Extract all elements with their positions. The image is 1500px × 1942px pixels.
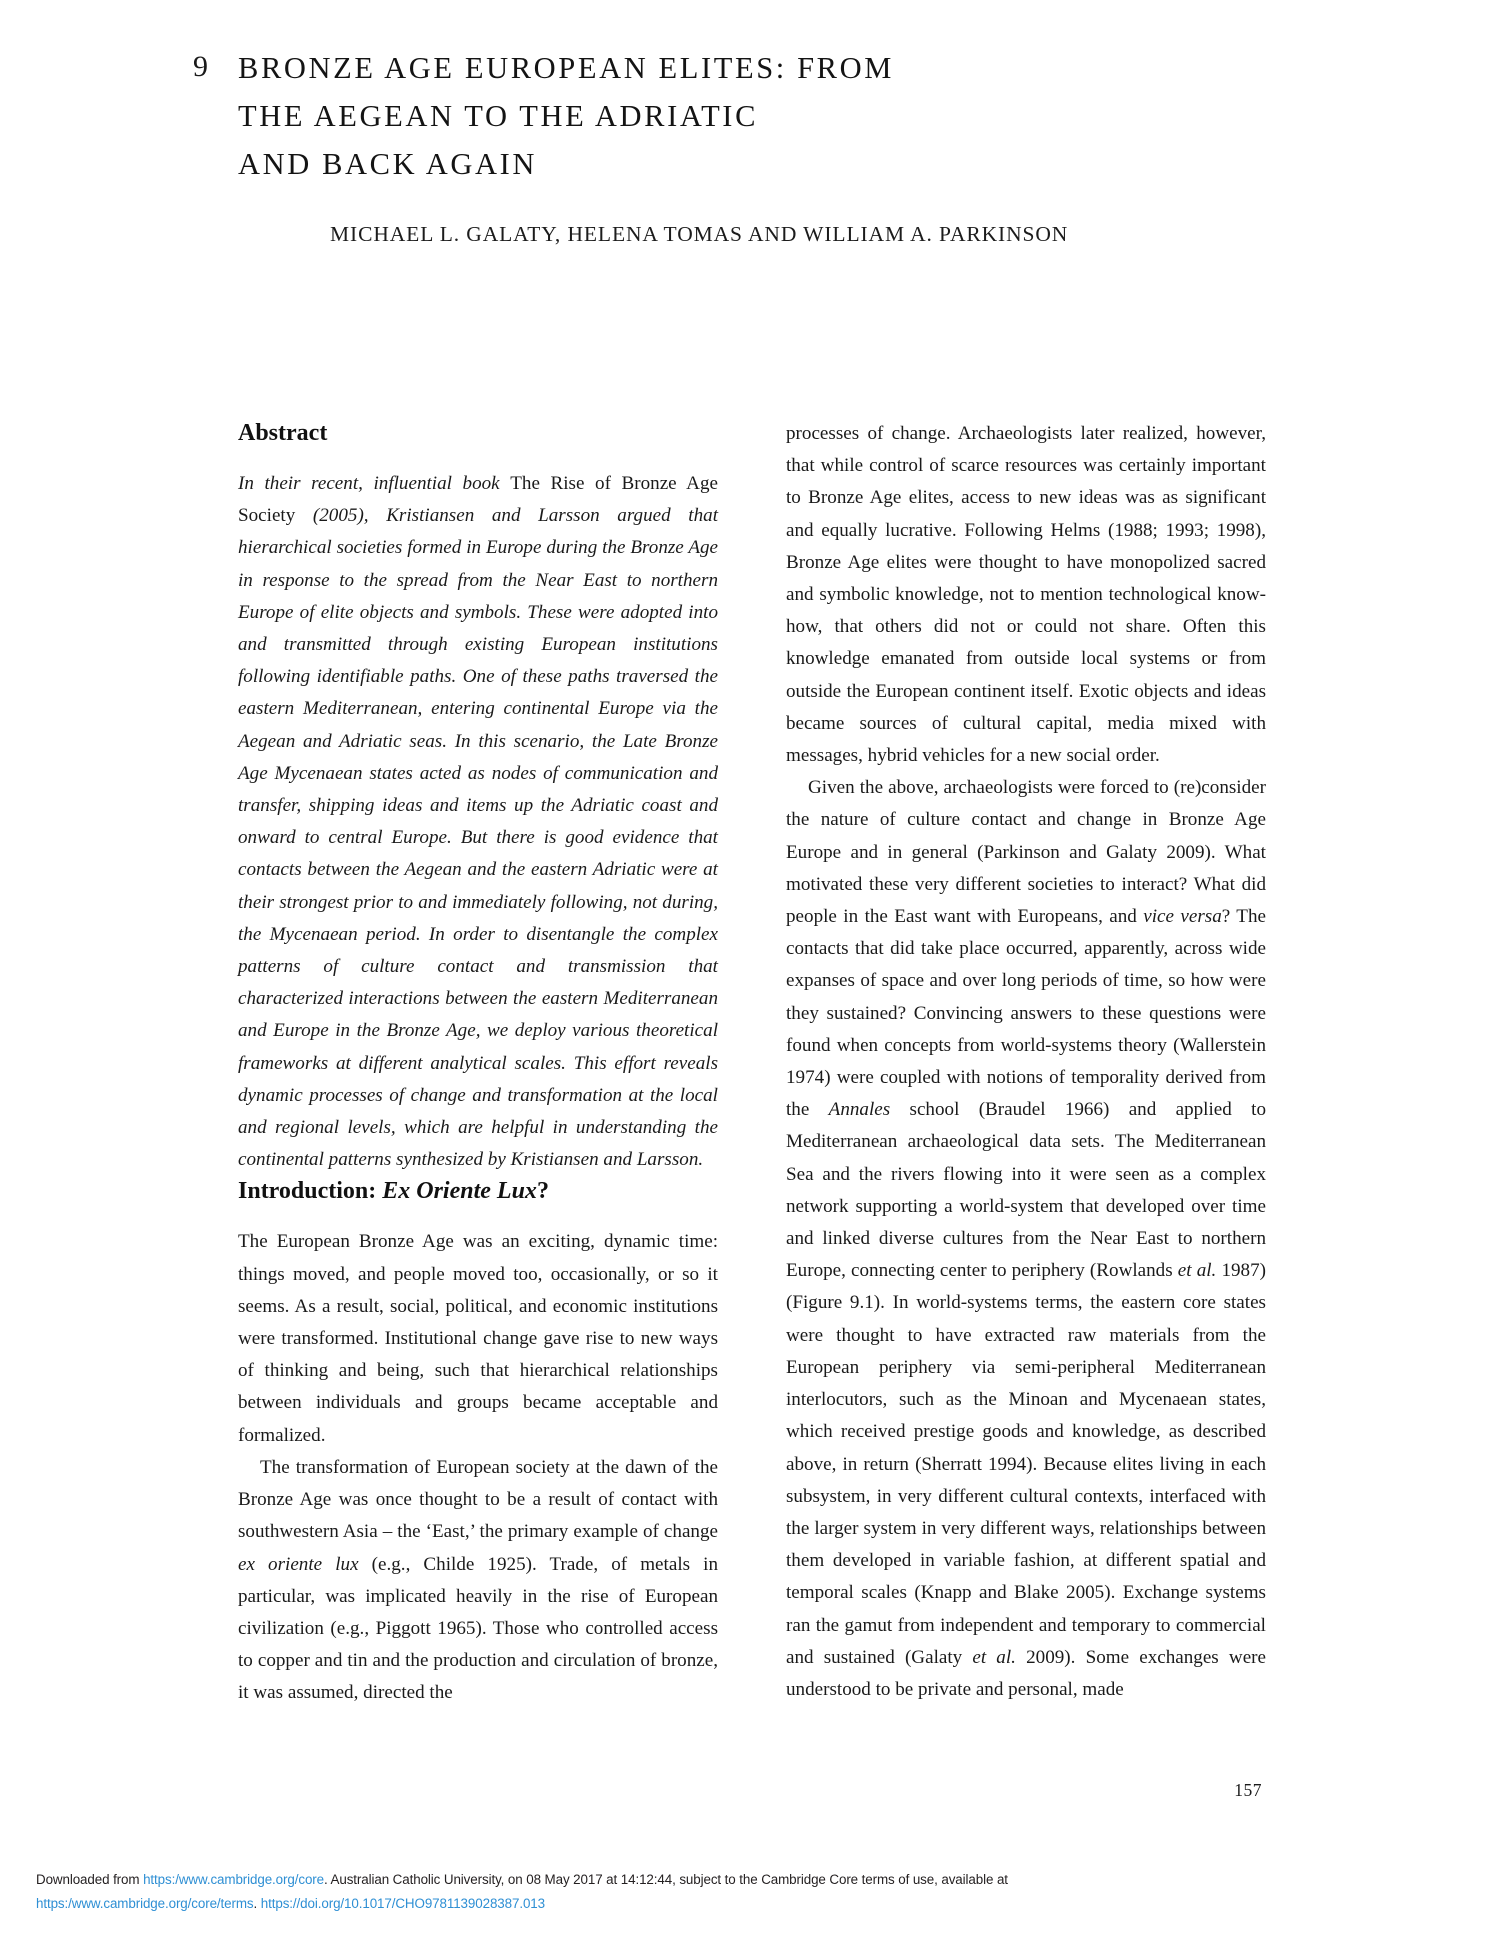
right-paragraph-2-italic-etal-1: et al. <box>1177 1260 1217 1282</box>
right-paragraph-2-part-c: school (Braudel 1966) and applied to Mediterranean archaeological data sets. The Mediterranean Sea and the rivers flowing into it were seen as a complex network supporting a world-system that developed over time and linked diverse cultures from the Near East to northern Europe, connecting center to periphery (Rowlands <box>786 1099 1266 1282</box>
download-footer-line-2 <box>36 1892 1436 1916</box>
column-left <box>238 418 718 1708</box>
right-paragraph-2-italic-vice-versa: vice versa <box>1143 906 1222 928</box>
right-paragraph-2-part-a: Given the above, archaeologists were forced to (re)consider the nature of culture contact and change in Bronze Age Europe and in general (Parkinson and Galaty 2009). What motivated these very different societies to interact? What did people in the East want with Europeans, and <box>786 777 1266 928</box>
intro-paragraph-1: The European Bronze Age was an exciting, dynamic time: things moved, and people moved too, occasionally, or so it seems. As a result, social, political, and economic institutions were transformed. Institutional change gave rise to new ways of thinking and being, such that hierarchical relationships between individuals and groups became acceptable and formalized. <box>238 1231 718 1446</box>
body-columns <box>238 418 1266 1708</box>
chapter-number: 9 <box>193 50 208 83</box>
chapter-header <box>193 44 1258 188</box>
intro-paragraph-2-latin: ex oriente lux <box>238 1553 359 1575</box>
right-paragraph-2-part-d: 1987) (Figure 9.1). In world-systems terms, the eastern core states were thought to have extracted raw materials from the European periphery via semi-peripheral Mediterranean interlocutors, such as the Minoan and Mycenaean states, which received prestige goods and knowledge, as described above, in return (Sherratt 1994). Because elites living in each subsystem, in very different cultural contexts, interfaced with the larger system in very different ways, relationships between them developed in variable fashion, at different spatial and temporal scales (Knapp and Blake 2005). Exchange systems ran the gamut from independent and temporary to commercial and sustained (Galaty <box>786 1260 1266 1668</box>
intro-paragraph-2-part-b: (e.g., Childe 1925). Trade, of metals in particular, was implicated heavily in the rise of European civilization (e.g., Piggott 1965). Those who controlled access to copper and tin and the production and circulation of bronze, it was assumed, directed the <box>238 1553 718 1704</box>
intro-paragraph-2-part-a: The transformation of European society at the dawn of the Bronze Age was once thought to be a result of contact with southwestern Asia – the ‘East,’ the primary example of change <box>238 1456 718 1543</box>
right-paragraph-2-italic-annales: Annales <box>828 1099 891 1121</box>
download-footer-separator: . <box>253 1896 261 1911</box>
cambridge-terms-link[interactable]: https:/www.cambridge.org/core/terms <box>36 1896 254 1911</box>
introduction-heading-latin: Ex Oriente Lux <box>382 1178 537 1205</box>
chapter-title-line-1: BRONZE AGE EUROPEAN ELITES: FROM <box>238 51 894 85</box>
intro-paragraph-2 <box>238 1452 718 1710</box>
page-number: 157 <box>1234 1780 1262 1800</box>
abstract-book-title: The Rise of Bronze Age Society <box>238 473 718 527</box>
right-paragraph-1: processes of change. Archaeologists later realized, however, that while control of scarce resources was certainly important to Bronze Age elites, access to new ideas was as significant and equally lucrative. Following Helms (1988; 1993; 1998), Bronze Age elites were thought to have monopolized sacred and symbolic knowledge, not to mention technological know-how, that others did not or could not share. Often this knowledge emanated from outside local systems or from outside the European continent itself. Exotic objects and ideas became sources of cultural capital, media mixed with messages, hybrid vehicles for a new social order. <box>786 423 1266 767</box>
download-footer-prefix: Downloaded from <box>36 1872 144 1887</box>
chapter-title-line-3: AND BACK AGAIN <box>238 147 538 181</box>
doi-link[interactable]: https://doi.org/10.1017/CHO9781139028387.013 <box>260 1896 545 1911</box>
chapter-title-line-2: THE AEGEAN TO THE ADRIATIC <box>238 99 759 133</box>
chapter-title <box>238 44 1258 188</box>
abstract-text-post: (2005), Kristiansen and Larsson argued that hierarchical societies formed in Europe during the Bronze Age in response to the spread from the Near East to northern Europe of elite objects and symbols. These were adopted into and transmitted through existing European institutions following identifiable paths. One of these paths traversed the eastern Mediterranean, entering continental Europe via the Aegean and Adriatic seas. In this scenario, the Late Bronze Age Mycenaean states acted as nodes of communication and transfer, shipping ideas and items up the Adriatic coast and onward to central Europe. But there is good evidence that contacts between the Aegean and the eastern Adriatic were at their strongest prior to and immediately following, not during, the Mycenaean period. In order to disentangle the complex patterns of culture contact and transmission that characterized interactions between the eastern Mediterranean and Europe in the Bronze Age, we deploy various theoretical frameworks at different analytical scales. This effort reveals dynamic processes of change and transformation at the local and regional levels, which are helpful in understanding the continental patterns synthesized by Kristiansen and Larsson. <box>238 505 718 1171</box>
author-byline: MICHAEL L. GALATY, HELENA TOMAS AND WILLIAM A. PARKINSON <box>330 222 1069 246</box>
right-paragraph-2-part-e: 2009). Some exchanges were understood to be private and personal, made <box>786 1646 1266 1700</box>
download-footer-line-1 <box>36 1868 1436 1892</box>
right-paragraph-2-italic-etal-2: et al. <box>972 1646 1016 1668</box>
cambridge-core-link[interactable]: https:/www.cambridge.org/core <box>143 1872 325 1887</box>
right-paragraph-2-part-b: ? The contacts that did take place occurred, apparently, across wide expanses of space and over long periods of time, so how were they sustained? Convincing answers to these questions were found when concepts from world-systems theory (Wallerstein 1974) were coupled with notions of temporality derived from the <box>786 906 1266 1121</box>
abstract-heading: Abstract <box>238 420 328 446</box>
download-footer-access-info: . Australian Catholic University, on 08 May 2017 at 14:12:44, subject to the Cambridge Core terms of use, available at <box>324 1872 1008 1887</box>
abstract-text-pre: In their recent, influential book <box>238 473 511 494</box>
introduction-heading <box>238 1176 718 1206</box>
column-right <box>786 418 1266 1708</box>
right-paragraph-2 <box>786 772 1266 1706</box>
introduction-heading-pre: Introduction: <box>238 1178 383 1205</box>
download-footer <box>36 1868 1436 1916</box>
introduction-heading-post: ? <box>536 1178 549 1205</box>
abstract-text <box>238 468 718 1176</box>
